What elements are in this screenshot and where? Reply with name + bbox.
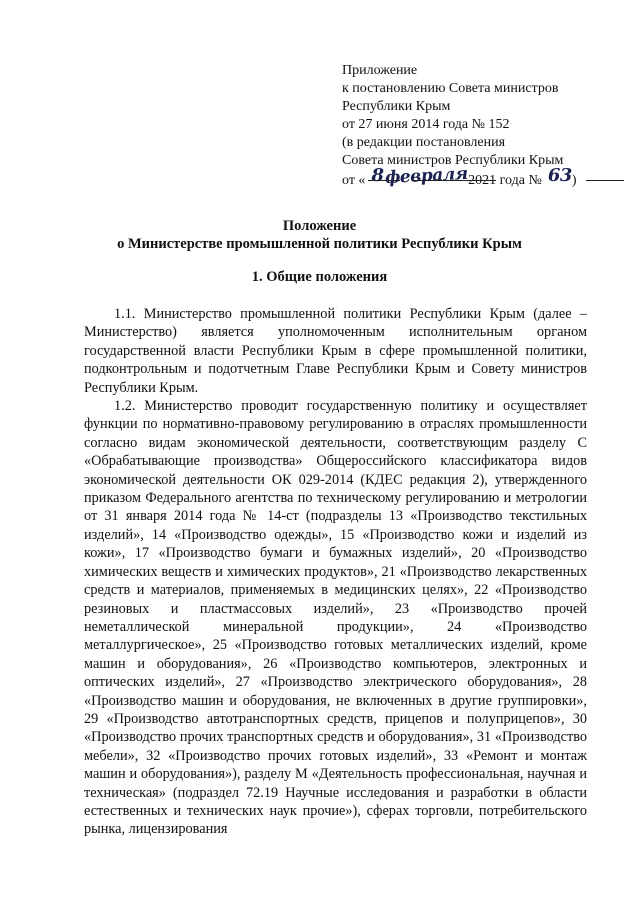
appendix-line-3: Республики Крым bbox=[342, 99, 451, 114]
appendix-line-5: (в редакции постановления bbox=[342, 135, 506, 150]
month-underline bbox=[412, 180, 496, 181]
day-underline bbox=[368, 180, 400, 181]
section-heading: 1. Общие положения bbox=[251, 269, 388, 285]
appendix-block bbox=[342, 62, 622, 190]
paragraph-1-1: 1.1. Министерство промышленной политики Республики Крым (далее – Министерство) является уполномоченным исполнительным органом государственной власти Республики Крым в сфере промышленной политики, подконтрольным и подотчетным Главе Республики Крым и Совету министров Республики Крым. bbox=[84, 306, 587, 396]
handwritten-number: 63 bbox=[547, 165, 572, 186]
date-suffix: ) bbox=[571, 173, 577, 188]
number-underline bbox=[586, 180, 624, 181]
body-text bbox=[84, 305, 587, 839]
appendix-line-4: от 27 июня 2014 года № 152 bbox=[342, 117, 510, 132]
paragraph-1-2: 1.2. Министерство проводит государственную политику и осуществляет функции по нормативно-правовому регулированию в отраслях промышленности согласно видам экономической деятельности, соответствующим разделу С «Обрабатывающие производства» Общероссийского классификатора видов экономической деятельности ОК 029-2014 (КДЕС редакция 2), утвержденного приказом Федерального агентства по техническому регулированию и метрологии от 31 января 2014 года № 14-ст (подразделы 13 «Производство текстильных изделий», 14 «Производство одежды», 15 «Производство кожи и изделий из кожи», 17 «Производство бумаги и бумажных изделий», 20 «Производство химических веществ и химических продуктов», 21 «Производство лекарственных средств и материалов, применяемых в медицинских целях», 22 «Производство резиновых и пластмассовых изделий», 23 «Производство прочей неметаллической минеральной продукции», 24 «Производство металлургическое», 25 «Производство готовых металлических изделий, кроме машин и оборудования», 26 «Производство компьютеров, электронных и оптических изделий», 27 «Производство электрического оборудования», 28 «Производство машин и оборудования, не включенных в другие группировки», 29 «Производство автотранспортных средств, прицепов и полуприцепов», 30 «Производство прочих транспортных средств и оборудования», 31 «Производство мебели», 32 «Производство прочих готовых изделий», 33 «Ремонт и монтаж машин и оборудования»), разделу М «Деятельность профессиональная, научная и техническая» (подраздел 72.19 Научные исследования и разработки в области естественных и технических наук прочие»), сферах торговли, потребительского рынка, лицензирования bbox=[84, 398, 587, 838]
date-year-text: 2021 года № bbox=[468, 173, 542, 188]
appendix-line-6: Совета министров Республики Крым bbox=[342, 153, 564, 168]
date-prefix: от « bbox=[342, 173, 366, 188]
handwritten-month: февраля bbox=[385, 163, 469, 189]
document-subtitle: о Министерстве промышленной политики Республики Крым bbox=[117, 236, 522, 252]
appendix-line-2: к постановлению Совета министров bbox=[342, 81, 559, 96]
appendix-line-1: Приложение bbox=[342, 63, 418, 78]
document-title: Положение bbox=[282, 218, 357, 234]
handwritten-day: 8 bbox=[371, 165, 384, 186]
